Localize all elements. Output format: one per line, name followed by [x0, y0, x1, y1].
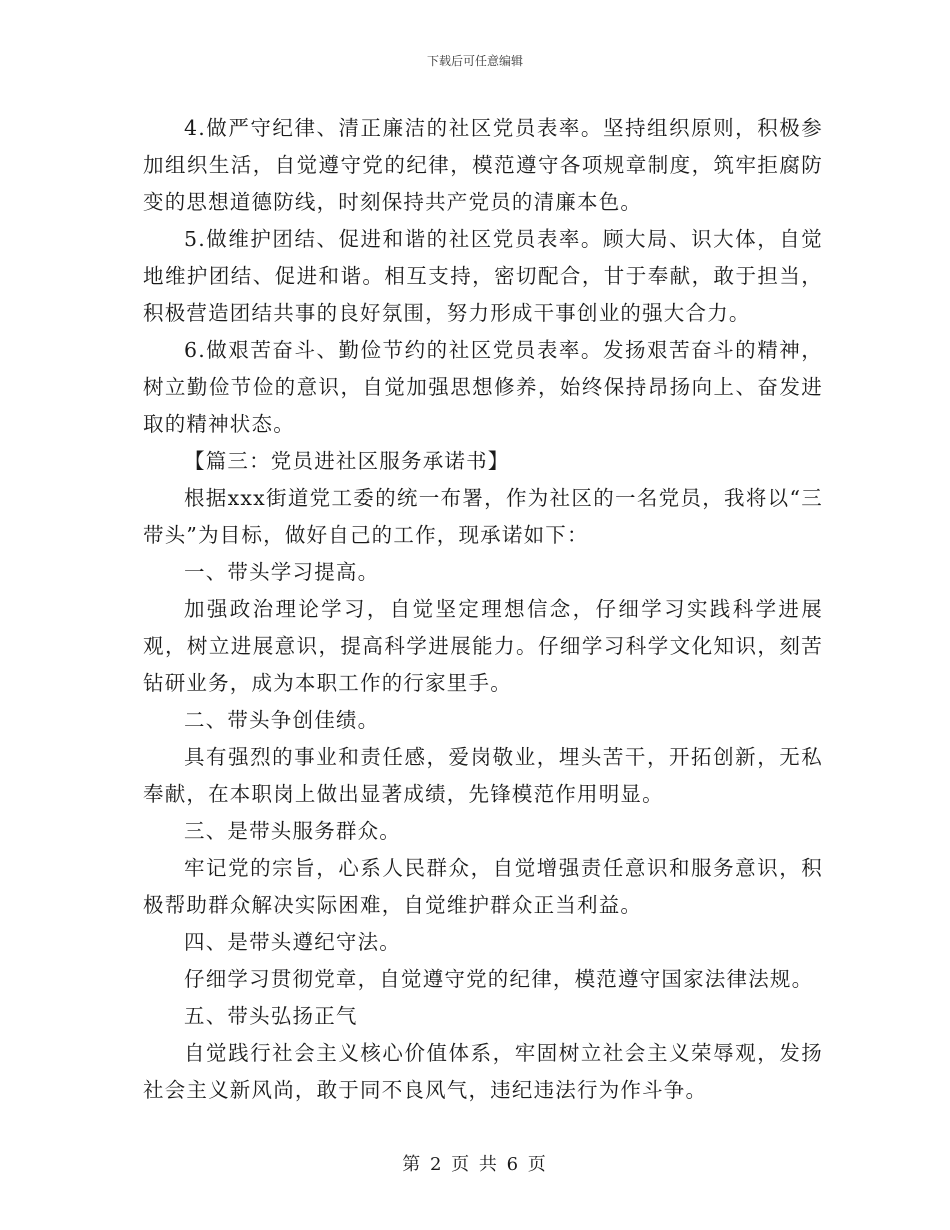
section-heading: 【篇三：党员进社区服务承诺书】	[184, 449, 510, 473]
pledge-body-4: 仔细学习贯彻党章，自觉遵守党的纪律，模范遵守国家法律法规。	[184, 967, 814, 991]
document-body	[143, 110, 823, 1109]
page-number: 第 2 页 共 6 页	[402, 1154, 548, 1175]
pledge-heading-4: 四、是带头遵纪守法。	[184, 930, 401, 954]
pledge-body-2: 具有强烈的事业和责任感，爱岗敬业，埋头苦干，开拓创新，无私奉献，在本职岗上做出显著成绩，先锋模范作用明显。	[143, 745, 823, 806]
paragraph-item-4: 4.做严守纪律、清正廉洁的社区党员表率。坚持组织原则，积极参加组织生活，自觉遵守党的纪律，模范遵守各项规章制度，筑牢拒腐防变的思想道德防线，时刻保持共产党员的清廉本色。	[143, 116, 823, 214]
pledge-heading-1: 一、带头学习提高。	[184, 560, 380, 584]
pledge-heading-2: 二、带头争创佳绩。	[184, 708, 380, 732]
pledge-body-3: 牢记党的宗旨，心系人民群众，自觉增强责任意识和服务意识，积极帮助群众解决实际困难，自觉维护群众正当利益。	[143, 856, 823, 917]
page-header-note: 下载后可任意编辑	[426, 54, 523, 68]
pledge-heading-5: 五、带头弘扬正气	[184, 1004, 358, 1028]
pledge-intro: 根据xxx街道党工委的统一布署，作为社区的一名党员，我将以“三带头”为目标，做好自己的工作，现承诺如下：	[143, 486, 823, 547]
paragraph-item-5: 5.做维护团结、促进和谐的社区党员表率。顾大局、识大体，自觉地维护团结、促进和谐。相互支持，密切配合，甘于奉献，敢于担当，积极营造团结共事的良好氛围，努力形成干事创业的强大合力。	[143, 227, 823, 325]
pledge-body-1: 加强政治理论学习，自觉坚定理想信念，仔细学习实践科学进展观，树立进展意识，提高科学进展能力。仔细学习科学文化知识，刻苦钻研业务，成为本职工作的行家里手。	[143, 597, 823, 695]
paragraph-item-6: 6.做艰苦奋斗、勤俭节约的社区党员表率。发扬艰苦奋斗的精神，树立勤俭节俭的意识，自觉加强思想修养，始终保持昂扬向上、奋发进取的精神状态。	[143, 338, 823, 436]
pledge-body-5: 自觉践行社会主义核心价值体系，牢固树立社会主义荣辱观，发扬社会主义新风尚，敢于同不良风气，违纪违法行为作斗争。	[143, 1041, 823, 1102]
pledge-heading-3: 三、是带头服务群众。	[184, 819, 401, 843]
